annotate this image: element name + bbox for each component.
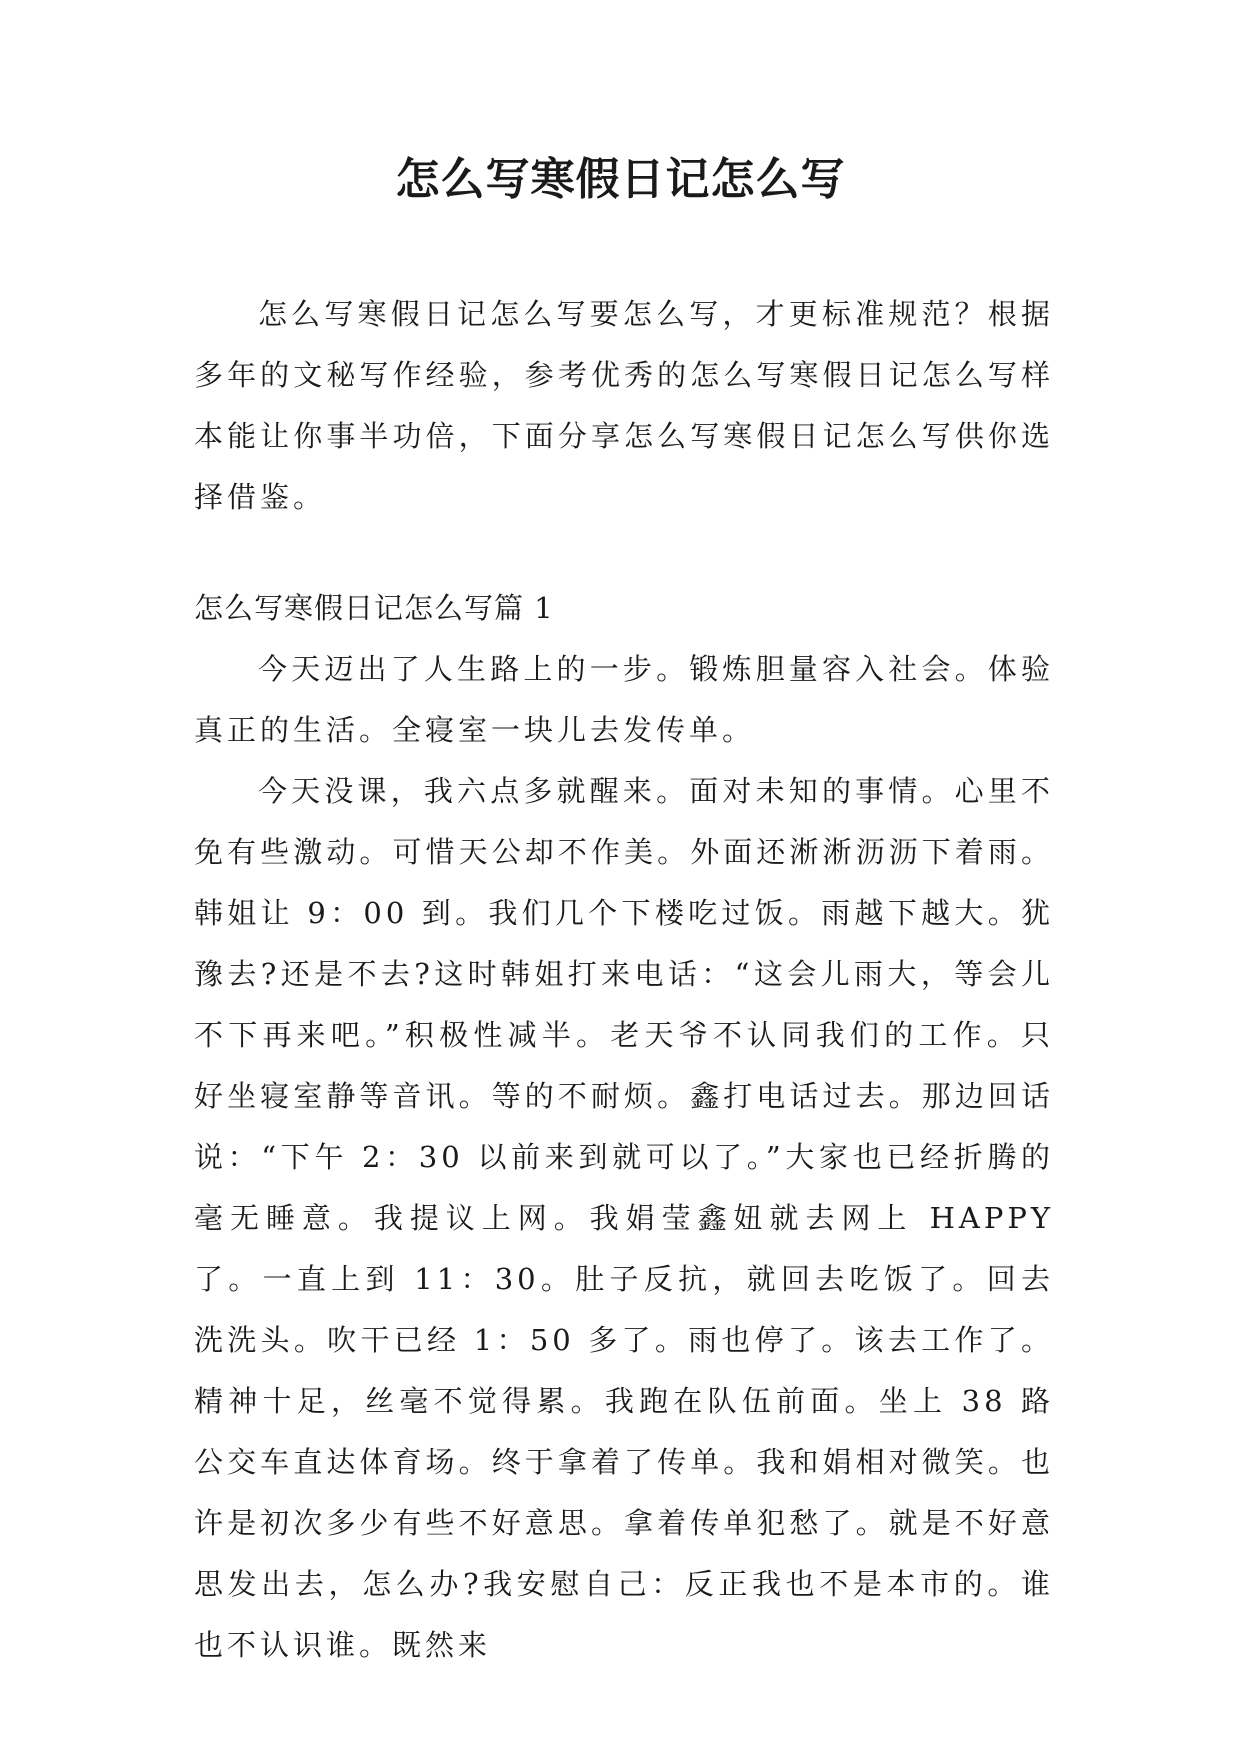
body-paragraph-1: 今天迈出了人生路上的一步。锻炼胆量容入社会。体验真正的生活。全寝室一块儿去发传单。 — [194, 652, 1054, 747]
document-title: 怎么写寒假日记怎么写 — [395, 154, 846, 205]
body-paragraph-2: 今天没课，我六点多就醒来。面对未知的事情。心里不免有些激动。可惜天公却不作美。外面还淅淅沥沥下着雨。韩姐让 9：00 到。我们几个下楼吃过饭。雨越下越大。犹豫去?还是不去?这时韩姐打来电话：“这会儿雨大，等会儿不下再来吧。”积极性减半。老天爷不认同我们的工作。只好坐寝室静等音讯。等的不耐烦。鑫打电话过去。那边回话说：“下午 2：30 以前来到就可以了。”大家也已经折腾的毫无睡意。我提议上网。我娟莹鑫妞就去网上 HAPPY 了。一直上到 11：30。肚子反抗，就回去吃饭了。回去洗洗头。吹干已经 1：50 多了。雨也停了。该去工作了。精神十足，丝毫不觉得累。我跑在队伍前面。坐上 38 路公交车直达体育场。终于拿着了传单。我和娟相对微笑。也许是初次多少有些不好意思。拿着传单犯愁了。就是不好意思发出去，怎么办?我安慰自己：反正我也不是本市的。谁也不认识谁。既然来 — [194, 774, 1054, 1662]
section-heading: 怎么写寒假日记怎么写篇 1 — [194, 591, 554, 625]
diary-section-1 — [194, 578, 1054, 1676]
intro-paragraph: 怎么写寒假日记怎么写要怎么写，才更标准规范？根据多年的文秘写作经验，参考优秀的怎么写寒假日记怎么写样本能让你事半功倍，下面分享怎么写寒假日记怎么写供你选择借鉴。 — [194, 297, 1054, 514]
